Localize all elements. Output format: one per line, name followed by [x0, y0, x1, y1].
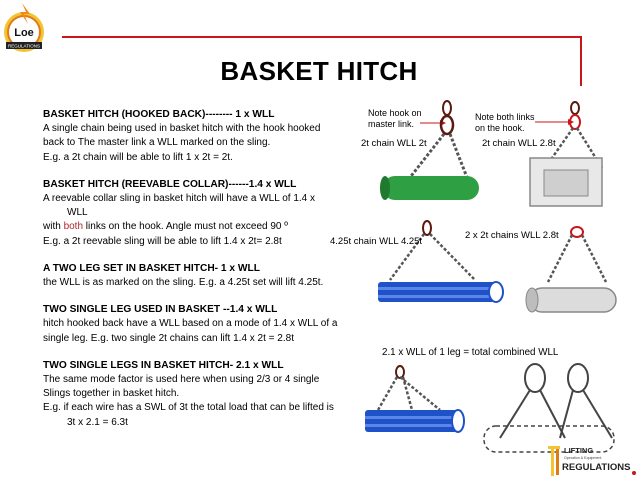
section-4-line: single leg. E.g. two single 2t chains can lift 1.4 x 2t = 2.8t: [43, 332, 294, 344]
footer-logo-line1: LIFTING: [564, 446, 594, 455]
wire-slings-figure: [484, 364, 614, 452]
section-4-heading: TWO SINGLE LEG USED IN BASKET --1.4 x WLL: [43, 304, 278, 316]
slide-title: BASKET HITCH: [220, 56, 418, 86]
note-both-links: [475, 112, 535, 134]
label-2t-chain: 2t chain WLL 2t: [361, 138, 427, 149]
note-line: Note hook on: [368, 108, 422, 118]
section-5-line: Slings together in basket hitch.: [43, 388, 180, 400]
section-1-line: E.g. a 2t chain will be able to lift 1 x 2t = 2t.: [43, 151, 233, 163]
section-4-line: hitch hooked back have a WLL based on a mode of 1.4 x WLL of a: [43, 318, 338, 330]
section-2-line: WLL: [67, 207, 88, 219]
label-2t-chain-28: 2t chain WLL 2.8t: [482, 138, 556, 149]
section-3-heading: A TWO LEG SET IN BASKET HITCH- 1 x WLL: [43, 262, 260, 274]
section-5-line: 3t x 2.1 = 6.3t: [67, 416, 128, 428]
note-line: on the hook.: [475, 123, 525, 133]
footer-logo-line2: Operation & Equipment: [564, 456, 602, 460]
section-2-line: E.g. a 2t reevable sling will be able to lift 1.4 x 2t= 2.8t: [43, 235, 282, 247]
section-5-line: The same mode factor is used here when using 2/3 or 4 single: [43, 374, 320, 386]
label-2x2t-chains: 2 x 2t chains WLL 2.8t: [465, 230, 559, 241]
text-span: links on the hook. Angle must not exceed 90 º: [83, 221, 288, 233]
footer-logo-line3: REGULATIONS: [562, 462, 631, 473]
lifting-regulations-logo: [548, 440, 638, 479]
label-combined-wll: 2.1 x WLL of 1 leg = total combined WLL: [382, 347, 559, 358]
note-line: master link.: [368, 119, 415, 129]
logo-text: Loe: [14, 27, 34, 39]
section-5-line: E.g. if each wire has a SWL of 3t the total load that can be lifted is: [43, 402, 334, 414]
multi-leg-bundle-figure: [365, 366, 464, 432]
section-1-line: back to The master link a WLL marked on the sling.: [43, 137, 271, 149]
note-hook-master: [368, 108, 422, 130]
reevable-collar-figure: [530, 102, 602, 206]
section-2-heading: BASKET HITCH (REEVABLE COLLAR)------1.4 x WLL: [43, 178, 297, 190]
logo-subtext: REGULATIONS: [8, 43, 40, 49]
section-1-line: A single chain being used in basket hitch with the hook hooked: [43, 123, 321, 135]
highlight-both: both: [63, 221, 84, 233]
note-line: Note both links: [475, 112, 535, 122]
text-span: with: [43, 221, 64, 233]
section-1-heading: BASKET HITCH (HOOKED BACK)-------- 1 x WLL: [43, 109, 275, 120]
section-5-heading: TWO SINGLE LEGS IN BASKET HITCH- 2.1 x WLL: [43, 359, 284, 371]
section-2-line: A reevable collar sling in basket hitch will have a WLL of 1.4 x: [43, 193, 315, 205]
section-3-line: the WLL is as marked on the sling. E.g. a 4.25t set will lift 4.25t.: [43, 277, 324, 289]
label-425t-chain: 4.25t chain WLL 4.25t: [330, 236, 423, 247]
